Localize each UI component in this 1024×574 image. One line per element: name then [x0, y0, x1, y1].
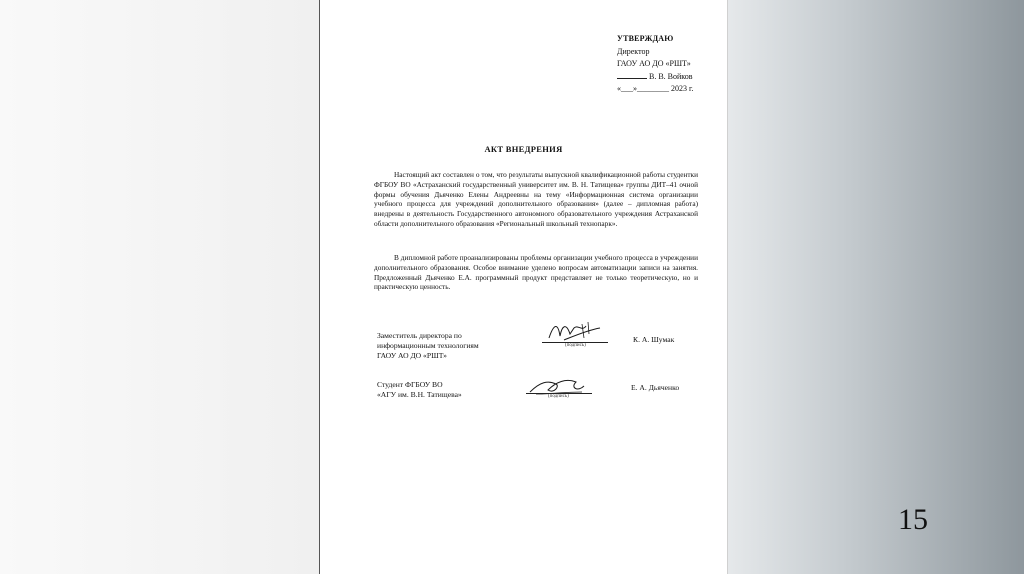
signer-name-deputy: К. А. Шумак — [633, 335, 675, 344]
approval-block — [617, 33, 693, 96]
slide-page-number: 15 — [898, 503, 928, 536]
right-background-panel — [726, 0, 1024, 574]
signer-title-line: Заместитель директора по — [377, 331, 462, 340]
left-background-panel — [0, 0, 319, 574]
approval-date: «___»________ 2023 г. — [617, 84, 694, 93]
signer-name-student: Е. А. Дьяченко — [631, 383, 680, 392]
signer-title-line: ГАОУ АО ДО «РШТ» — [377, 351, 447, 361]
approval-signature-blank — [617, 78, 647, 79]
approval-organization: ГАОУ АО ДО «РШТ» — [617, 59, 691, 68]
signature-caption: (подпись) — [548, 394, 569, 399]
approval-heading: УТВЕРЖДАЮ — [617, 34, 674, 43]
signer-title-line: Студент ФГБОУ ВО — [377, 380, 443, 389]
signer-title-line: «АГУ им. В.Н. Татищева» — [377, 390, 462, 400]
document-title: АКТ ВНЕДРЕНИЯ — [484, 144, 563, 154]
signature-row-student — [377, 380, 462, 400]
paragraph-2: В дипломной работе проанализированы проблемы организации учебного процесса в учреждении дополнительного образования. Особое внимание уделено вопросам автоматизации записи на занятия. Предложенный Дьяченко Е.А. программный продукт представляет не только теоретическую, но и практическую ценность. — [374, 253, 698, 292]
approval-signatory: В. В. Войков — [649, 71, 693, 81]
signature-row-deputy — [377, 331, 479, 362]
approval-signatory-line — [617, 71, 693, 84]
signature-caption: (подпись) — [565, 343, 586, 348]
document-page — [319, 0, 728, 574]
approval-position: Директор — [617, 46, 650, 56]
signer-title-line: информационным технологиям — [377, 341, 479, 351]
paragraph-1: Настоящий акт составлен о том, что результаты выпускной квалификационной работы студентки ФГБОУ ВО «Астраханский государственный университет им. В. Н. Татищева» группы ДИТ–41 очной формы обучения Дьяченко Елены Андреевны на тему «Информационная система организации учебного процесса для учреждений дополнительного образования» (далее – дипломная работа) внедрены в деятельность Государственного автономного образовательного учреждения Астраханской области дополнительного образования «Региональный школьный технопарк». — [374, 170, 698, 228]
